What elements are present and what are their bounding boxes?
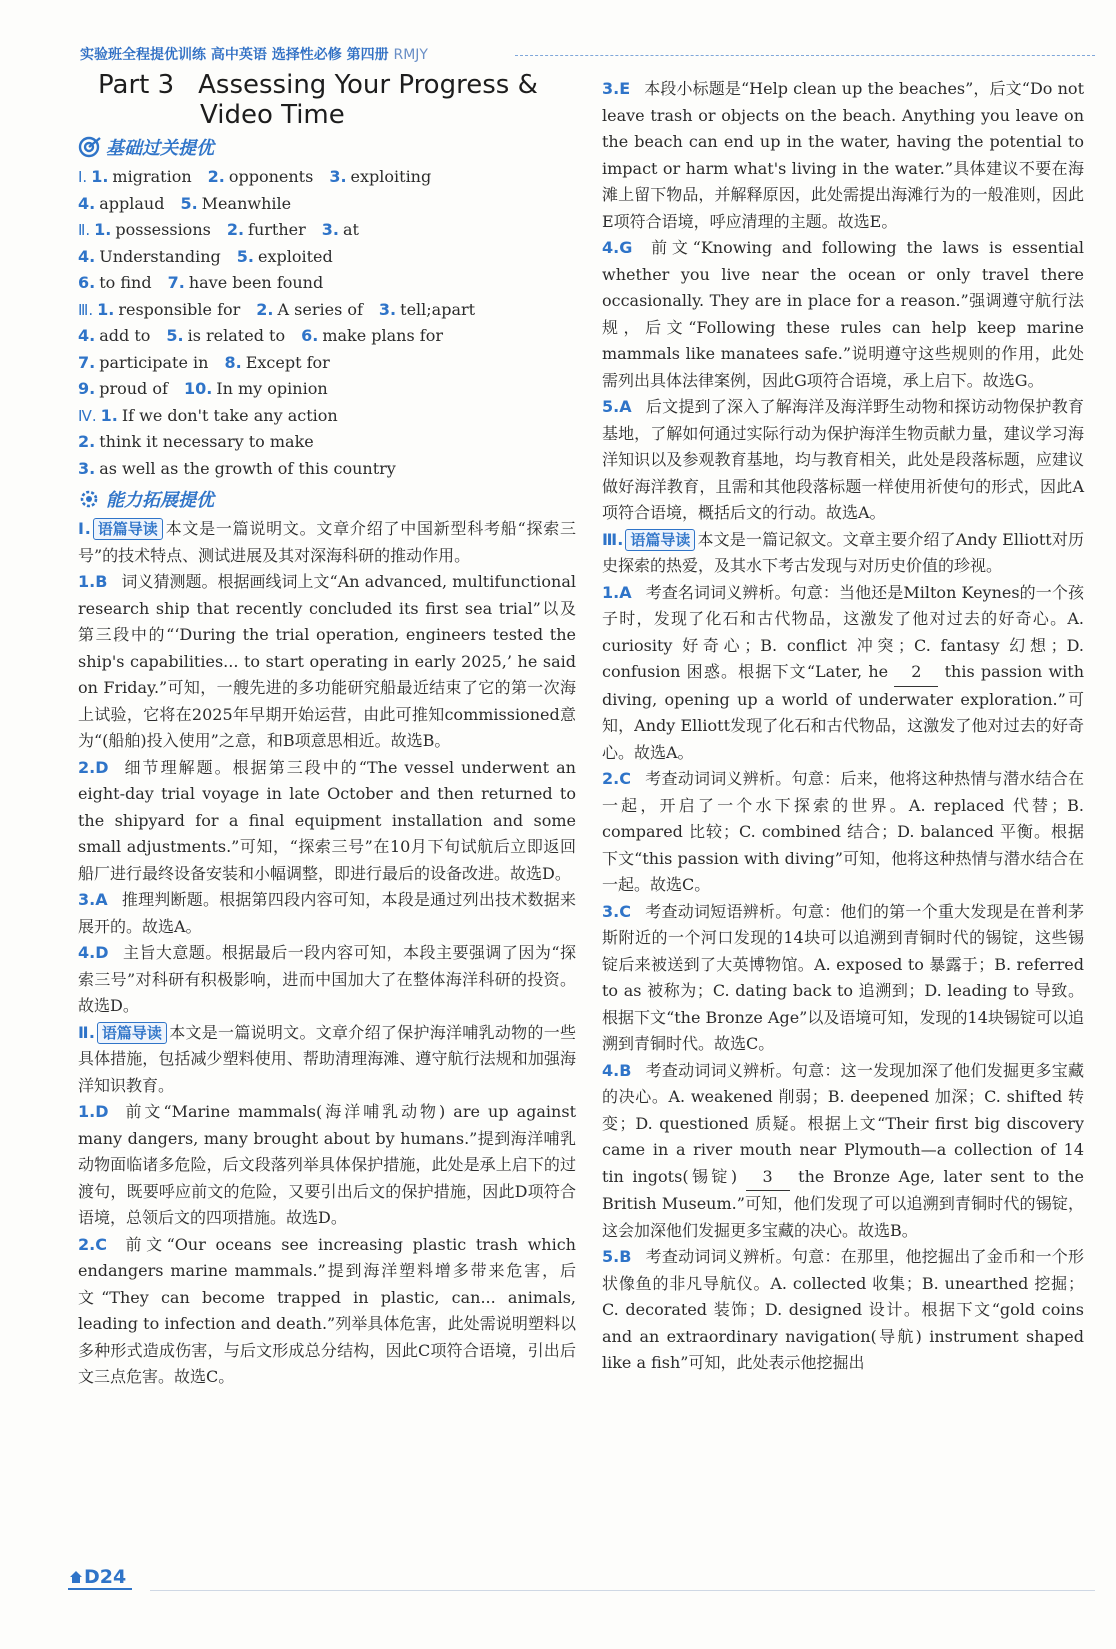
question-number: 3. (602, 79, 620, 98)
reading-guide-tag: 语篇导读 (97, 1022, 167, 1044)
answer-row (78, 323, 576, 350)
question-explanation-text: 考查动词词义辨析。句意：在那里，他挖掘出了金币和一个形状像鱼的非凡导航仪。A. collected 收集；B. unearthed 挖掘；C. decorated 装饰；D. designed 设计。根据下文“gold coins and an extraordinary navigation(导航) instrument shaped like a fish”可知，此处表示他挖掘出 (602, 1247, 1084, 1372)
series-title: 实验班全程提优训练 高中英语 选择性必修 第四册 (80, 47, 389, 63)
answer-number: 4. (78, 246, 96, 266)
answer-text: as well as the growth of this country (99, 458, 396, 478)
answer-number: 10. (183, 379, 213, 398)
question-explanation-text: 本段小标题是“Help clean up the beaches”，后文“Do not leave trash or objects on the beach. Anything you leave on the beach can end up in the water, having the potential to impact or harm what's living in the water.”具体建议不要在海滩上留下物品，并解释原因，此处需提出海滩行为的一般准则，因此E项符合语境，呼应清理的主题。故选E。 (602, 79, 1084, 231)
question-explanation (602, 1244, 1084, 1377)
answer-number: 3. (329, 167, 347, 186)
section-advanced-heading: 能力拓展提优 (78, 486, 576, 512)
blank-number: 3 (746, 1164, 790, 1192)
answer-text: possessions (115, 220, 211, 239)
question-number: 2. (602, 769, 620, 788)
passage-label: Ⅲ. (602, 529, 624, 549)
question-explanation (78, 887, 576, 940)
answer-row (78, 456, 576, 483)
answer-number: 2. (226, 220, 245, 239)
question-number: 2. (78, 757, 96, 777)
question-explanation (78, 755, 576, 888)
question-explanation-text: 考查名词词义辨析。句意：当他还是Milton Keynes的一个孩子时，发现了化石和古代物品，这激发了他对过去的好奇心。A. curiosity 好奇心；B. conflict 冲突；C. fantasy 幻想；D. confusion 困惑。根据下文“Later, he (602, 582, 1084, 681)
answer-text: tell;apart (400, 299, 476, 319)
answer-text: migration (112, 167, 192, 186)
answer-number: 2. (256, 299, 274, 319)
question-number: 2. (78, 1234, 96, 1254)
answer-number: 1. (97, 299, 115, 319)
question-explanation (602, 580, 1084, 767)
question-answer: B (619, 1060, 632, 1080)
question-number: 5. (602, 397, 620, 416)
passage-intro (602, 527, 1084, 580)
question-number: 4. (78, 943, 96, 962)
footer-rule (150, 1590, 1095, 1591)
gear-icon (78, 488, 102, 510)
left-column (78, 70, 576, 1391)
answer-text: make plans for (322, 326, 443, 345)
answer-text: responsible for (118, 299, 241, 319)
question-number: 3. (78, 890, 96, 909)
question-explanation (602, 766, 1084, 899)
page-title (98, 70, 576, 130)
question-answer: G (619, 238, 633, 257)
question-number: 5. (602, 1247, 620, 1266)
header-divider (515, 55, 1095, 56)
passage-intro (78, 1020, 576, 1100)
answer-number: 5. (236, 246, 254, 266)
right-explanations (602, 76, 1084, 1377)
answer-number: 7. (167, 273, 185, 292)
question-explanation (78, 940, 576, 1020)
answer-number: 9. (78, 379, 96, 398)
answer-row (78, 376, 576, 403)
section-basic-heading: 基础过关提优 (78, 134, 576, 160)
question-explanation-text: 词义猜测题。根据画线词上文“An advanced, multifunctional research ship that recently concluded its first sea trial”以及第三段中的“‘During the trial operation, engineers tested the ship's capabilities... to start operating in early 2025,’ he said on Friday.”可知，一艘先进的多功能研究船最近结束了它的第一次海上试验，它将在2025年早期开始运营，由此可推知commissioned意为“(船舶)投入使用”之意，和B项意思相近。故选B。 (78, 572, 576, 750)
running-header (80, 44, 428, 64)
answer-row (78, 191, 576, 218)
answer-number: 4. (78, 193, 96, 213)
question-number: 1. (78, 572, 96, 591)
answer-text: further (248, 220, 306, 239)
roman-label: Ⅲ. (78, 300, 94, 319)
answer-text: applaud (99, 193, 165, 213)
question-number: 3. (602, 901, 620, 921)
page-number: D24 (68, 1566, 132, 1590)
question-explanation-text: 考查动词短语辨析。句意：他们的第一个重大发现是在普利茅斯附近的一个河口发现的14块可以追溯到青铜时代的锡锭，这些锡锭后来被送到了大英博物馆。A. exposed to 暴露于；B. referred to as 被称为；C. dating back to 追溯到；D. leading to 导致。根据下文“the Bronze Age”以及语境可知，发现的14块锡锭可以追溯到青铜时代。故选C。 (602, 901, 1084, 1053)
question-answer: C (95, 1234, 107, 1254)
answer-number: 3. (78, 458, 96, 478)
question-explanation-text: 考查动词词义辨析。句意：后来，他将这种热情与潜水结合在一起，开启了一个水下探索的世界。A. replaced 代替；B. compared 比较；C. combined 结合；D. balanced 平衡。根据下文“this passion with diving”可知，他将这种热情与潜水结合在一起。故选C。 (602, 769, 1084, 894)
question-answer: A (619, 397, 632, 416)
answer-row (78, 403, 576, 430)
answer-text: Except for (245, 352, 330, 372)
answer-text: Meanwhile (201, 193, 292, 213)
question-number: 1. (78, 1102, 96, 1121)
question-answer: D (95, 757, 109, 777)
blank-number: 2 (894, 659, 938, 687)
answer-number: 4. (78, 326, 96, 345)
answer-text: to find (99, 273, 152, 292)
question-number: 1. (602, 582, 620, 602)
answer-row (78, 429, 576, 456)
question-number: 4. (602, 238, 620, 257)
answer-number: 2. (78, 432, 96, 451)
question-explanation (602, 899, 1084, 1058)
title-line-1: Assessing Your Progress & (198, 70, 538, 100)
question-answer: C (619, 901, 631, 921)
question-explanation (78, 1099, 576, 1232)
answer-text: is related to (187, 326, 286, 345)
answer-row (78, 350, 576, 377)
question-explanation (602, 394, 1084, 527)
answer-text: opponents (228, 167, 314, 186)
question-explanation (602, 76, 1084, 235)
question-explanation-text: 主旨大意题。根据最后一段内容可知，本段主要强调了因为“探索三号”对科研有积极影响，进而中国加大了在整体海洋科研的投资。故选D。 (78, 943, 576, 1015)
answer-text: proud of (99, 379, 168, 398)
house-icon (68, 1569, 84, 1585)
answer-number: 1. (100, 405, 118, 425)
answer-row (78, 297, 576, 324)
reading-guide-tag: 语篇导读 (625, 529, 695, 551)
answer-number: 6. (301, 326, 319, 345)
question-answer: E (619, 79, 631, 98)
question-explanation (602, 1058, 1084, 1245)
passage-intro-text: 本文是一篇说明文。文章介绍了中国新型科考船“探索三号”的技术特点、测试进展及其对深海科研的推动作用。 (78, 519, 576, 565)
question-explanation-text: 前文“Marine mammals(海洋哺乳动物) are up against many dangers, many brought about by humans.”提到海洋哺乳动物面临诸多危险，后文段落列举具体保护措施，此处是承上启下的过渡句，既要呼应前文的危险，又要引出后文的保护措施，因此D项符合语境，总领后文的四项措施。故选D。 (78, 1102, 576, 1227)
passage-explanations (78, 516, 576, 1391)
roman-label: Ⅳ. (78, 406, 97, 425)
answer-number: 6. (78, 273, 96, 292)
passage-intro-text: 本文是一篇说明文。文章介绍了保护海洋哺乳动物的一些具体措施，包括减少塑料使用、帮助清理海滩、遵守航行法规和加强海洋知识教育。 (78, 1022, 576, 1095)
roman-label: Ⅰ. (78, 168, 88, 186)
question-number: 4. (602, 1060, 620, 1080)
question-answer: D (95, 1102, 109, 1121)
answer-text: A series of (277, 299, 363, 319)
passage-intro-text: 本文是一篇记叙文。文章主要介绍了Andy Elliott对历史探索的热爱，及其水下考古发现与对历史价值的珍视。 (602, 529, 1084, 575)
reading-guide-tag: 语篇导读 (93, 518, 163, 540)
part-number: Part 3 (98, 70, 175, 100)
answer-number: 8. (224, 352, 242, 372)
question-explanation-text: 推理判断题。根据第四段内容可知，本段是通过列出技术数据来展开的。故选A。 (78, 890, 576, 936)
answer-text: add to (99, 326, 151, 345)
answer-number: 3. (378, 299, 397, 319)
answer-list (78, 164, 576, 482)
edition-code: RMJY (393, 47, 428, 63)
question-answer: B (95, 572, 108, 591)
question-explanation (78, 1232, 576, 1391)
right-column (602, 76, 1084, 1377)
answer-number: 5. (166, 326, 184, 345)
answer-text: In my opinion (216, 379, 328, 398)
answer-row (78, 270, 576, 297)
passage-label: Ⅱ. (78, 1022, 95, 1042)
question-explanation-text: this passion with diving, opening up a world of underwater exploration.”可知，Andy Elliott发现了化石和古代物品，这激发了他对过去的好奇心。故选A。 (602, 662, 1084, 762)
passage-intro (78, 516, 576, 569)
answer-text: at (343, 220, 359, 239)
answer-text: Understanding (99, 246, 221, 266)
roman-label: Ⅱ. (78, 221, 91, 239)
question-answer: B (619, 1247, 632, 1266)
question-answer: D (95, 943, 109, 962)
question-answer: A (619, 582, 632, 602)
question-explanation (78, 569, 576, 755)
target-icon (78, 136, 102, 158)
question-answer: C (619, 769, 631, 788)
question-explanation-text: 考查动词词义辨析。句意：这一发现加深了他们发掘更多宝藏的决心。A. weakened 削弱；B. deepened 加深；C. shifted 转变；D. questioned 质疑。根据上文“Their first big discovery came in a river mouth near Plymouth—a collection of 14 tin ingots(锡锭) (602, 1060, 1084, 1186)
answer-text: If we don't take any action (121, 405, 338, 425)
answer-text: exploiting (350, 167, 432, 186)
answer-number: 5. (180, 193, 198, 213)
answer-text: participate in (99, 352, 209, 372)
passage-label: Ⅰ. (78, 519, 91, 538)
question-explanation-text: 前文“Knowing and following the laws is essential whether you live near the ocean or only travel there occasionally. They are in place for a reason.”强调遵守航行法规，后文“Following these rules can help keep marine mammals like manatees safe.”说明遵守这些规则的作用，此处需列出具体法律案例，因此G项符合语境，承上启下。故选G。 (602, 238, 1084, 390)
answer-number: 1. (91, 167, 109, 186)
answer-number: 1. (94, 220, 112, 239)
question-explanation-text: 细节理解题。根据第三段中的“The vessel underwent an eight-day trial voyage in late October and then returned to the shipyard for a final equipment installation and some small adjustments.”可知，“探索三号”在10月下旬试航后立即返回船厂进行最终设备安装和小幅调整，即进行最后的设备改进。故选D。 (78, 757, 576, 883)
answer-row (78, 164, 576, 191)
answer-number: 2. (207, 167, 225, 186)
question-answer: A (95, 890, 108, 909)
question-explanation-text: the Bronze Age, later sent to the British Museum.”可知，他们发现了可以追溯到青铜时代的锡锭，这会加深他们发掘更多宝藏的决心。故选B。 (602, 1166, 1084, 1240)
question-explanation (602, 235, 1084, 394)
answer-text: exploited (257, 246, 333, 266)
answer-row (78, 217, 576, 244)
question-explanation-text: 前文“Our oceans see increasing plastic trash which endangers marine mammals.”提到海洋塑料增多带来危害，后文“They can become trapped in plastic, can... animals, leading to infection and death.”列举具体危害，此处需说明塑料以多种形式造成伤害，与后文形成总分结构，因此C项符合语境，引出后文三点危害。故选C。 (78, 1234, 576, 1386)
answer-number: 3. (321, 220, 339, 239)
answer-text: have been found (188, 273, 324, 292)
title-line-2: Video Time (200, 100, 345, 130)
question-explanation-text: 后文提到了深入了解海洋及海洋野生动物和探访动物保护教育基地，了解如何通过实际行动为保护海洋生物贡献力量，建议学习海洋知识以及参观教育基地，均与教育相关，此处是段落标题，应建议做好海洋教育，且需和其他段落标题一样使用祈使句的形式，因此A项符合语境，概括后文的行动。故选A。 (602, 397, 1084, 522)
answer-row (78, 244, 576, 271)
answer-text: think it necessary to make (99, 432, 314, 451)
answer-number: 7. (78, 352, 96, 372)
